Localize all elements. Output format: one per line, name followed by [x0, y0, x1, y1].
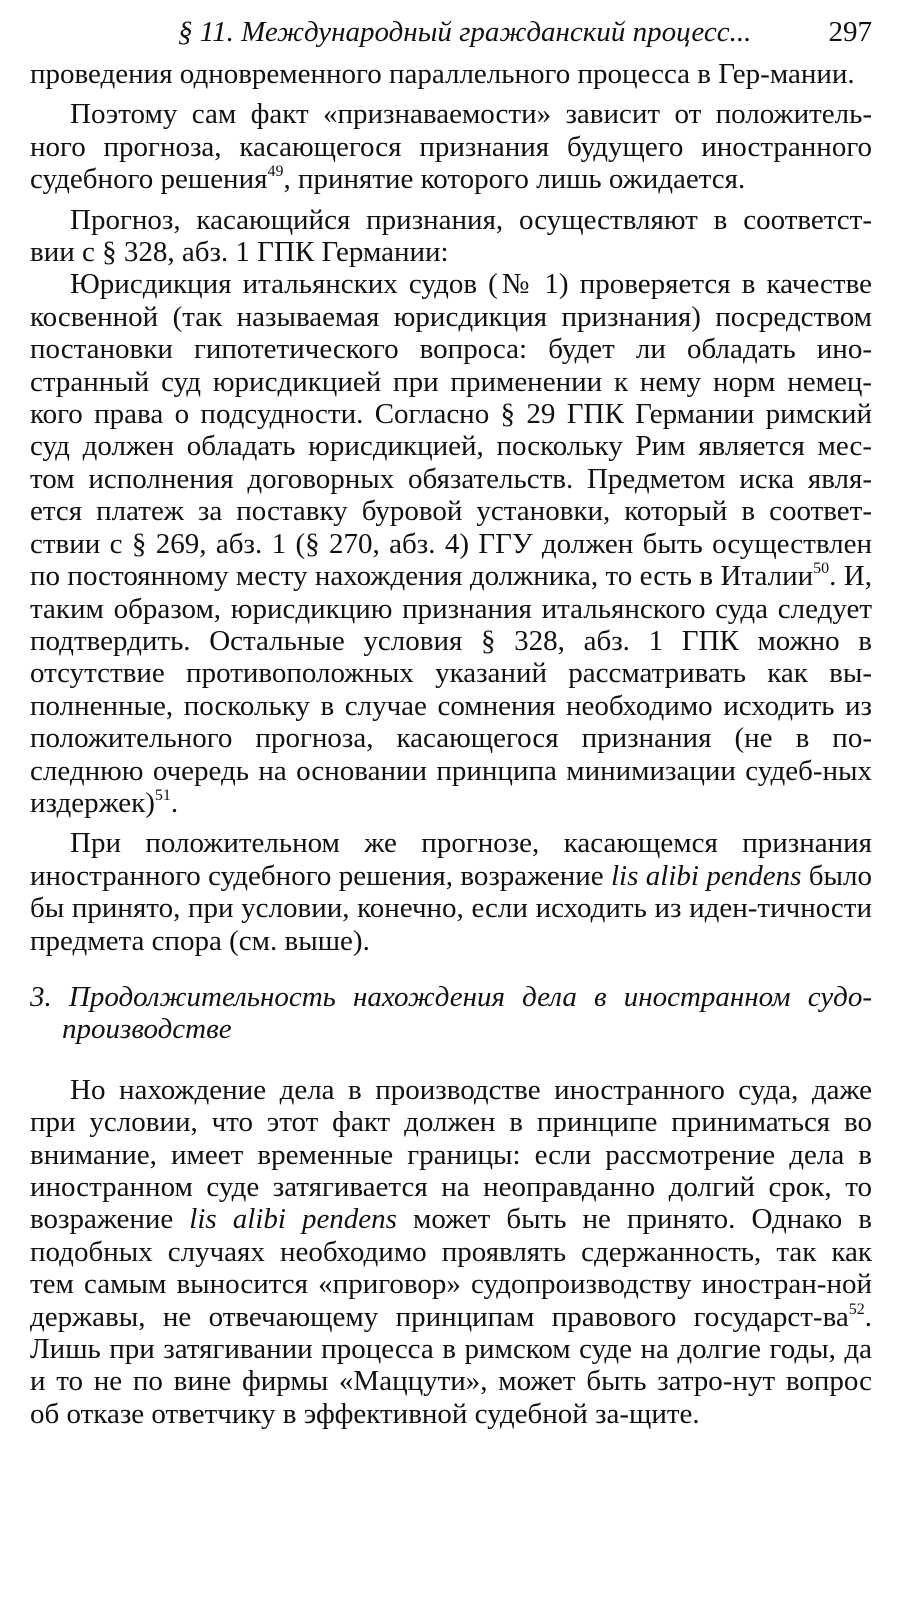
running-title: § 11. Международный гражданский процесс... — [178, 16, 752, 48]
latin-term: lis alibi pendens — [189, 1203, 397, 1236]
paragraph-text: Юрисдикция итальянских судов (№ 1) проверяется в качестве косвенной (так называемая юрисдикция признания) посредством постановки гипотетического вопроса: будет ли обладать ино-странный суд юрисдикцией при применении к нему норм немец-кого права о подсудности. Согласно § 29 ГПК Германии римский суд должен обладать юрисдикцией, поскольку Рим является мес-том исполнения договорных обязательств. Предметом иска явля-ется платеж за поставку буровой установки, который в соответ-ствии с § 269, абз. 1 (§ 270, абз. 4) ГГУ должен быть осуществлен по постоянному месту нахождения должника, то есть в Италии — [30, 268, 872, 593]
running-head — [30, 14, 872, 58]
body-text — [30, 58, 872, 957]
footnote-ref[interactable]: 49 — [267, 163, 284, 181]
footnote-ref[interactable]: 50 — [813, 560, 830, 578]
paragraph — [30, 204, 872, 269]
body-text-section — [30, 1074, 872, 1430]
paragraph-continuation — [30, 58, 872, 90]
paragraph — [30, 268, 872, 819]
page-number: 297 — [828, 16, 872, 48]
paragraph-text: При положительном же прогнозе, касающемся признания иностранного судебного решения, возражение — [30, 827, 872, 892]
paragraph-text: может быть не принято. Однако в подобных случаях необходимо проявлять сдержанность, так как тем самым выносится «приговор» судопроизводству иностран-ной державы, не отвечающему принципам правового государст-ва — [30, 1203, 872, 1333]
paragraph-text: проведения одновременного параллельного процесса в Гер-мании. — [30, 58, 855, 90]
paragraph-text: было бы принято, при условии, конечно, если исходить из иден-тичности предмета спора (см. выше). — [30, 859, 872, 957]
paragraph-text: . Лишь при затягивании процесса в римском суде на долгие годы, да и то не по вине фирмы «Маццути», может быть затро-нут вопрос об отказе ответчику в эффективной судебной за-щите. — [30, 1300, 872, 1430]
footnote-ref[interactable]: 52 — [848, 1300, 865, 1318]
paragraph-text: . — [170, 786, 179, 819]
book-page — [30, 14, 872, 1430]
section-heading: 3. Продолжительность нахождения дела в иностранном судо-производстве — [30, 980, 872, 1046]
paragraph — [30, 98, 872, 195]
latin-term: lis alibi pendens — [611, 859, 802, 892]
footnote-ref[interactable]: 51 — [154, 786, 171, 804]
paragraph-text: Поэтому сам факт «признаваемости» зависит от положитель-ного прогноза, касающегося признания будущего иностранного судебного решения — [30, 98, 872, 196]
paragraph-text: Прогноз, касающийся признания, осуществляют в соответст-вии с § 328, абз. 1 ГПК Германии: — [30, 203, 872, 269]
paragraph-text: Но нахождение дела в производстве иностранного суда, даже при условии, что этот факт должен в принципе приниматься во внимание, имеет временные границы: если рассмотрение дела в иностранном суде затягивается на неоправданно долгий срок, то возражение — [30, 1073, 872, 1236]
paragraph — [30, 1074, 872, 1430]
paragraph — [30, 827, 872, 957]
paragraph-text: . И, таким образом, юрисдикцию признания итальянского суда следует подтвердить. Остальные условия § 328, абз. 1 ГПК можно в отсутствие противоположных указаний рассматривать как вы-полненные, поскольку в случае сомнения необходимо исходить из положительного прогноза, касающегося признания (не в по-следнюю очередь на основании принципа минимизации судеб-ных издержек) — [30, 560, 872, 819]
paragraph-text: , принятие которого лишь ожидается. — [283, 163, 746, 196]
